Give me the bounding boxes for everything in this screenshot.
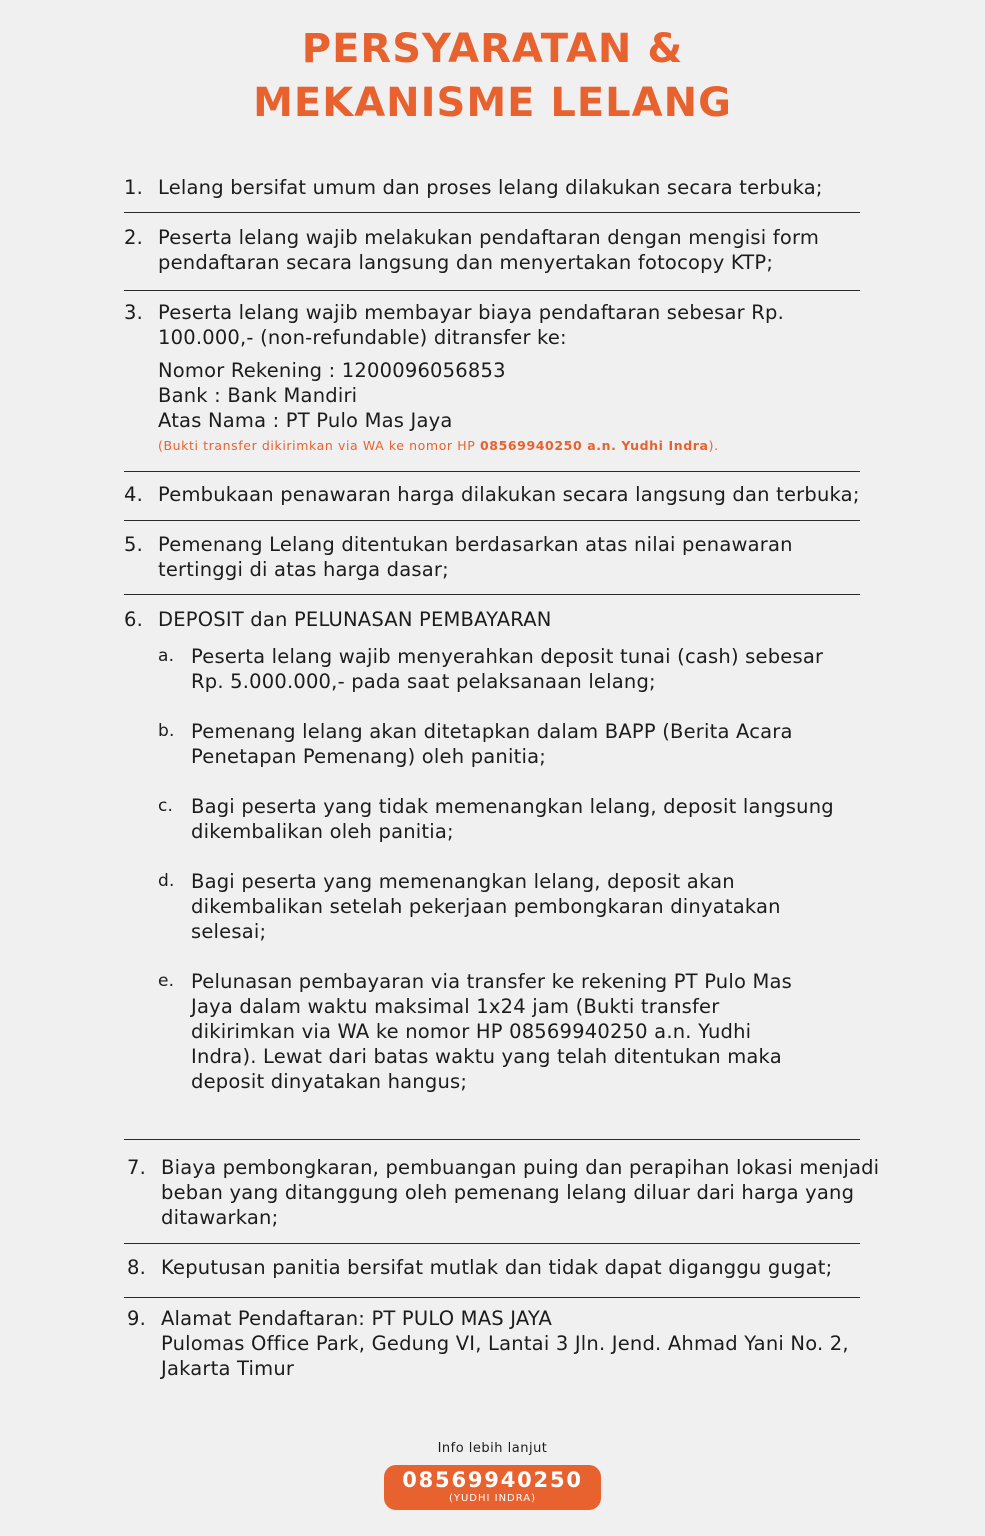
list-item-8 — [124, 1255, 904, 1280]
divider — [124, 1297, 860, 1298]
list-item-2 — [124, 225, 884, 275]
item-text: Lelang bersifat umum dan proses lelang dilakukan secara terbuka; — [158, 176, 823, 199]
footer-label: Info lebih lanjut — [437, 1441, 548, 1456]
item-line: beban yang ditanggung oleh pemenang lelang diluar dari harga yang — [161, 1181, 855, 1204]
item-number: 7. — [127, 1156, 147, 1179]
item-number: 9. — [127, 1307, 147, 1330]
divider — [124, 594, 860, 595]
item-number: 1. — [124, 176, 144, 199]
sub-item-line: Jaya dalam waktu maksimal 1x24 jam (Bukti transfer — [191, 995, 720, 1018]
sub-item-line: dikirimkan via WA ke nomor HP 08569940250 a.n. Yudhi — [191, 1020, 752, 1043]
bank-name: Bank : Bank Mandiri — [158, 384, 358, 407]
divider — [124, 290, 860, 291]
contact-phone: 08569940250 — [402, 1468, 583, 1492]
list-item-4 — [124, 482, 884, 507]
sub-item-letter: a. — [158, 646, 175, 666]
item-line: Peserta lelang wajib melakukan pendaftaran dengan mengisi form — [158, 226, 820, 249]
item-number: 4. — [124, 483, 144, 506]
address-line: Pulomas Office Park, Gedung VI, Lantai 3 Jln. Jend. Ahmad Yani No. 2, — [161, 1332, 849, 1355]
sub-item-line: Rp. 5.000.000,- pada saat pelaksanaan lelang; — [191, 670, 656, 693]
title-line-1: PERSYARATAN & — [301, 26, 684, 72]
sub-item-line: Pelunasan pembayaran via transfer ke rekening PT Pulo Mas — [191, 970, 793, 993]
list-item-5 — [124, 532, 884, 582]
sub-item-c — [158, 794, 858, 844]
sub-item-line: Pemenang lelang akan ditetapkan dalam BAPP (Berita Acara — [191, 720, 793, 743]
sub-item-d — [158, 869, 858, 944]
item-line: 100.000,- (non-refundable) ditransfer ke: — [158, 326, 567, 349]
sub-item-b — [158, 719, 858, 769]
item-line: tertinggi di atas harga dasar; — [158, 558, 449, 581]
contact-name: (YUDHI INDRA) — [448, 1493, 537, 1504]
sub-item-line: dikembalikan oleh panitia; — [191, 820, 454, 843]
item-line: ditawarkan; — [161, 1206, 279, 1229]
item-number: 8. — [127, 1256, 147, 1279]
transfer-note: (Bukti transfer dikirimkan via WA ke nomor HP 08569940250 a.n. Yudhi Indra). — [158, 438, 719, 453]
item-heading: DEPOSIT dan PELUNASAN PEMBAYARAN — [158, 608, 552, 631]
list-item-6 — [124, 607, 884, 632]
sub-item-line: selesai; — [191, 920, 267, 943]
contact-badge — [384, 1465, 601, 1510]
item-text: Keputusan panitia bersifat mutlak dan tidak dapat diganggu gugat; — [161, 1256, 833, 1279]
sub-item-e — [158, 969, 858, 1094]
title-line-2: MEKANISME LELANG — [253, 80, 732, 126]
sub-item-line: Penetapan Pemenang) oleh panitia; — [191, 745, 546, 768]
sub-item-line: Bagi peserta yang memenangkan lelang, deposit akan — [191, 870, 735, 893]
item-line: Peserta lelang wajib membayar biaya pendaftaran sebesar Rp. — [158, 301, 784, 324]
account-holder: Atas Nama : PT Pulo Mas Jaya — [158, 409, 453, 432]
address-line: Alamat Pendaftaran: PT PULO MAS JAYA — [161, 1307, 552, 1330]
sub-item-line: Indra). Lewat dari batas waktu yang telah ditentukan maka — [191, 1045, 782, 1068]
list-item-7 — [124, 1155, 904, 1230]
sub-item-line: Peserta lelang wajib menyerahkan deposit tunai (cash) sebesar — [191, 645, 824, 668]
divider — [124, 1243, 860, 1244]
address-line: Jakarta Timur — [161, 1357, 295, 1380]
page-title — [0, 22, 985, 130]
list-item-1 — [124, 175, 884, 200]
sub-item-letter: c. — [158, 796, 174, 816]
sub-item-line: deposit dinyatakan hangus; — [191, 1070, 468, 1093]
sub-item-a — [158, 644, 858, 694]
item-number: 3. — [124, 301, 144, 324]
list-item-9 — [124, 1306, 904, 1381]
item-line: pendaftaran secara langsung dan menyertakan fotocopy KTP; — [158, 251, 774, 274]
item-number: 5. — [124, 533, 144, 556]
sub-item-letter: e. — [158, 971, 175, 991]
sub-item-line: Bagi peserta yang tidak memenangkan lelang, deposit langsung — [191, 795, 834, 818]
transfer-note-contact: 08569940250 a.n. Yudhi Indra — [479, 438, 709, 453]
item-line: Pemenang Lelang ditentukan berdasarkan atas nilai penawaran — [158, 533, 793, 556]
list-item-3 — [124, 300, 884, 455]
divider — [124, 520, 860, 521]
account-number: Nomor Rekening : 1200096056853 — [158, 359, 506, 382]
divider — [124, 471, 860, 472]
divider — [124, 212, 860, 213]
item-number: 6. — [124, 608, 144, 631]
sub-item-letter: b. — [158, 721, 175, 741]
item-number: 2. — [124, 226, 144, 249]
item-text: Pembukaan penawaran harga dilakukan secara langsung dan terbuka; — [158, 483, 860, 506]
sub-item-letter: d. — [158, 871, 175, 891]
item-line: Biaya pembongkaran, pembuangan puing dan perapihan lokasi menjadi — [161, 1156, 880, 1179]
divider — [124, 1139, 860, 1140]
sub-item-line: dikembalikan setelah pekerjaan pembongkaran dinyatakan — [191, 895, 781, 918]
